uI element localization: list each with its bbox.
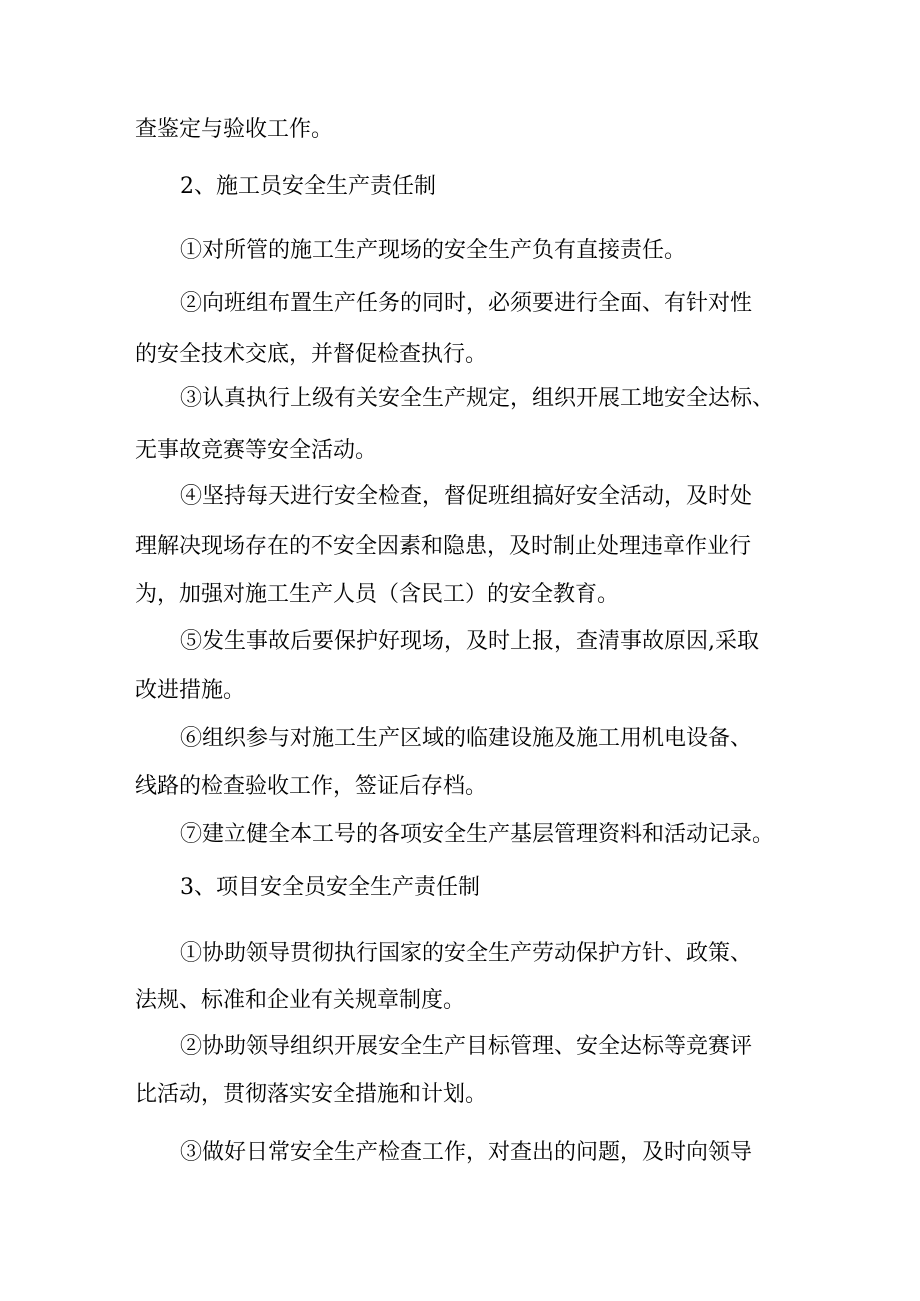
text-line: ①协助领导贯彻执行国家的安全生产劳动保护方针、政策、: [180, 941, 753, 966]
section-heading: 2、施工员安全生产责任制: [180, 174, 436, 199]
text-line: ③做好日常安全生产检查工作，对查出的问题，及时向领导: [180, 1140, 753, 1165]
text-line: 无事故竞赛等安全活动。: [135, 438, 378, 463]
text-line: 改进措施。: [135, 678, 246, 703]
text-line: ⑥组织参与对施工生产区域的临建设施及施工用机电设备、: [180, 726, 753, 751]
text-line: ①对所管的施工生产现场的安全生产负有直接责任。: [180, 238, 687, 263]
text-line: 法规、标准和企业有关规章制度。: [135, 988, 466, 1013]
text-line: ②协助领导组织开展安全生产目标管理、安全达标等竞赛评: [180, 1034, 753, 1059]
text-line: ④坚持每天进行安全检查，督促班组搞好安全活动，及时处: [180, 484, 753, 509]
text-line: 查鉴定与验收工作。: [135, 117, 334, 142]
text-line: ⑤发生事故后要保护好现场，及时上报，查清事故原因,采取: [180, 629, 759, 654]
text-line: ②向班组布置生产任务的同时，必须要进行全面、有针对性: [180, 291, 753, 316]
text-line: 为，加强对施工生产人员（含民工）的安全教育。: [135, 582, 620, 607]
text-line: 线路的检查验收工作，签证后存档。: [135, 774, 488, 799]
text-line: ⑦建立健全本工号的各项安全生产基层管理资料和活动记录。: [180, 822, 775, 847]
text-line: 比活动，贯彻落实安全措施和计划。: [135, 1082, 488, 1107]
text-line: 的安全技术交底，并督促检查执行。: [135, 342, 488, 367]
text-line: 理解决现场存在的不安全因素和隐患，及时制止处理违章作业行: [135, 534, 752, 559]
section-heading: 3、项目安全员安全生产责任制: [180, 875, 480, 900]
text-line: ③认真执行上级有关安全生产规定，组织开展工地安全达标、: [180, 386, 775, 411]
